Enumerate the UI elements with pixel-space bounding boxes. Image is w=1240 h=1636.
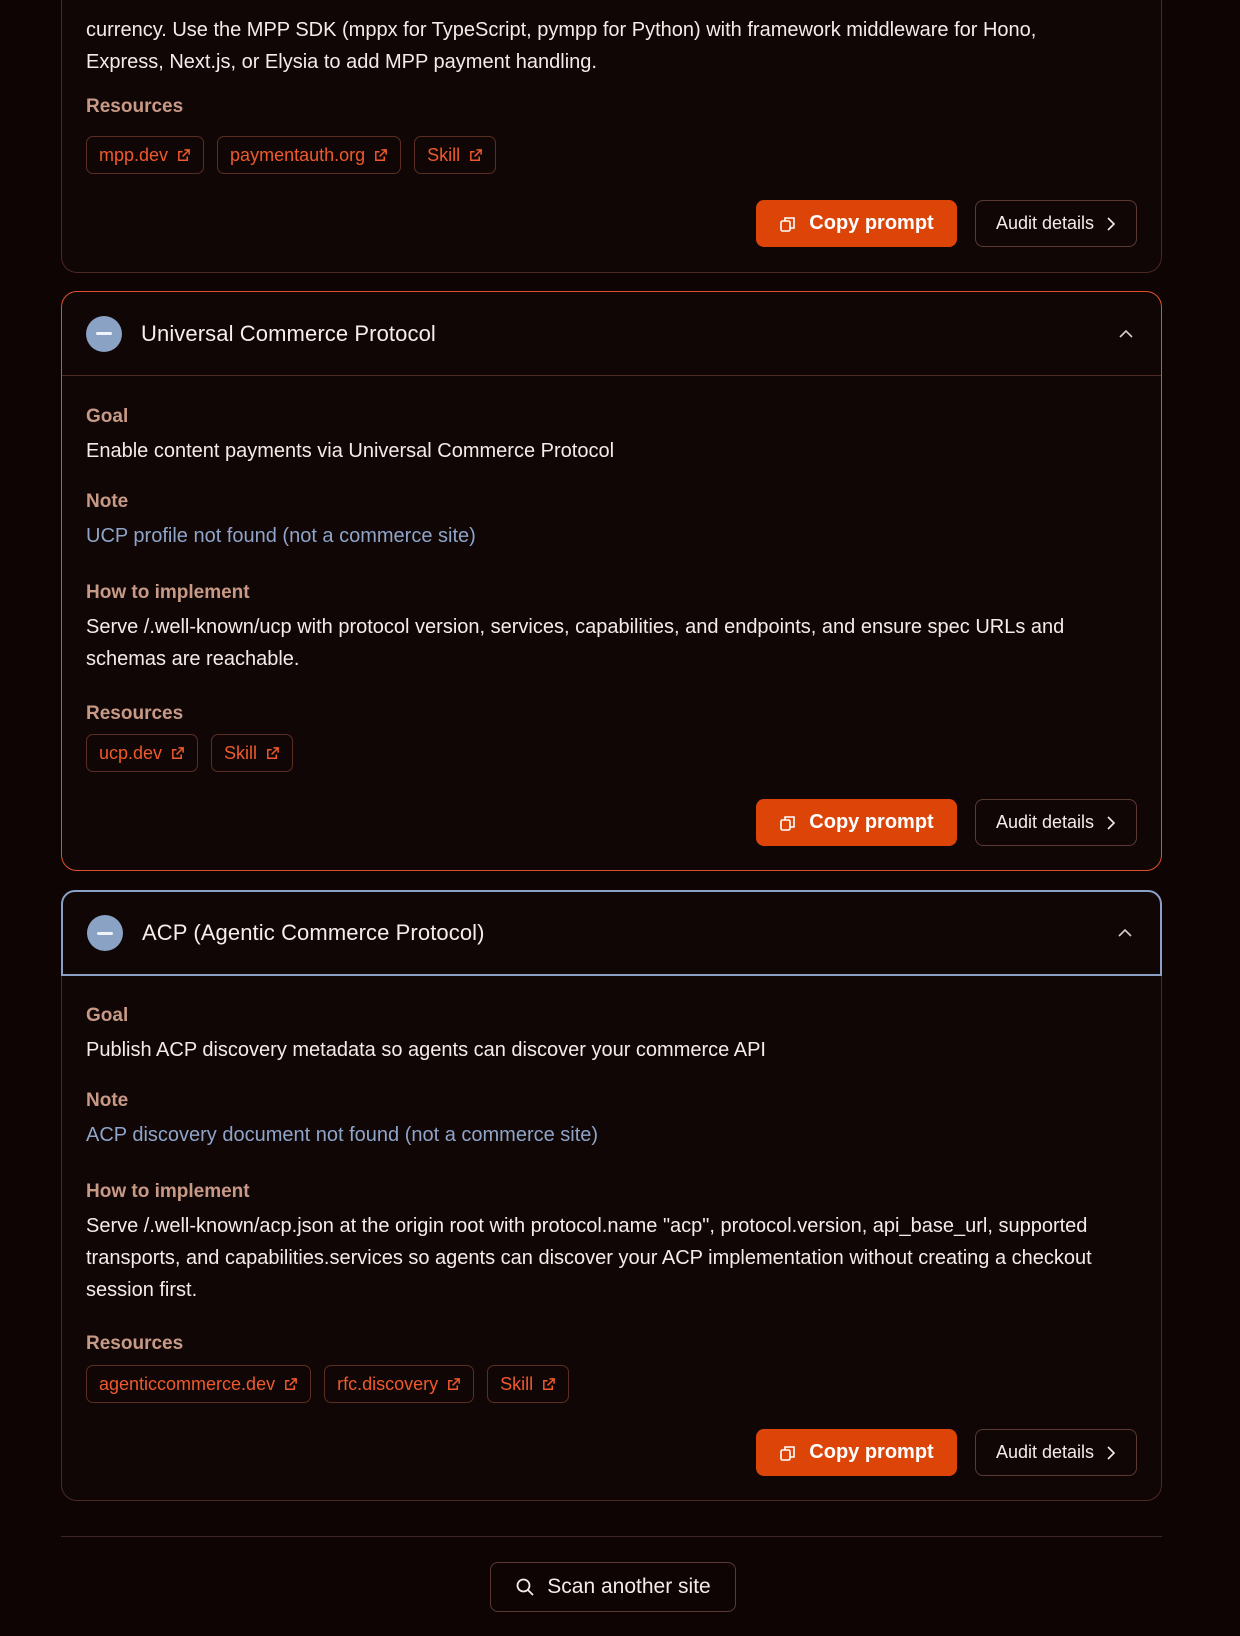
copy-prompt-button[interactable]: Copy prompt	[756, 799, 957, 846]
acp-resources	[86, 1365, 569, 1403]
how-label: How to implement	[86, 1181, 250, 1202]
chevron-up-icon[interactable]	[1118, 926, 1132, 940]
card-ucp	[61, 291, 1162, 871]
external-link-icon	[283, 1377, 298, 1392]
resource-link-ucp-dev[interactable]: ucp.dev	[86, 734, 198, 772]
copy-icon	[779, 1444, 797, 1462]
card-mpp	[61, 0, 1162, 273]
note-label: Note	[86, 491, 129, 512]
audit-details-button[interactable]: Audit details	[975, 799, 1137, 846]
search-icon	[515, 1577, 535, 1597]
chevron-right-icon	[1106, 816, 1116, 830]
note-label: Note	[86, 1090, 129, 1111]
chevron-right-icon	[1106, 1446, 1116, 1460]
card-title: Universal Commerce Protocol	[141, 320, 436, 346]
audit-details-button[interactable]: Audit details	[975, 200, 1137, 247]
card-acp	[61, 890, 1162, 1501]
mpp-resources	[86, 136, 496, 174]
resource-link-rfc-discovery[interactable]: rfc.discovery	[324, 1365, 474, 1403]
resource-link-skill[interactable]: Skill	[487, 1365, 569, 1403]
card-title: ACP (Agentic Commerce Protocol)	[142, 920, 485, 945]
how-text: Serve /.well-known/ucp with protocol version, services, capabilities, and endpoints, and ensure spec URLs and schemas are reachable.	[86, 616, 1065, 670]
goal-label: Goal	[86, 406, 129, 427]
card-acp-header[interactable]	[61, 890, 1162, 976]
ucp-actions	[756, 799, 1137, 846]
external-link-icon	[373, 148, 388, 163]
resource-link-agenticcommerce[interactable]: agenticcommerce.dev	[86, 1365, 311, 1403]
mpp-description: currency. Use the MPP SDK (mppx for TypeScript, pympp for Python) with framework middleware for Hono, Express, Next.js, or Elysia to add MPP payment handling.	[86, 19, 1037, 73]
resource-link-mpp-dev[interactable]: mpp.dev	[86, 136, 204, 174]
scan-another-site-button[interactable]: Scan another site	[490, 1562, 736, 1612]
note-text: UCP profile not found (not a commerce site)	[86, 525, 476, 547]
mpp-resources-label: Resources	[86, 96, 184, 117]
audit-details-button[interactable]: Audit details	[975, 1429, 1137, 1476]
how-text: Serve /.well-known/acp.json at the origin root with protocol.name "acp", protocol.version, api_base_url, supported transports, and capabilities.services so agents can discover your ACP implementation without creating a checkout session first.	[86, 1215, 1092, 1301]
minus-circle-icon	[86, 316, 122, 352]
copy-icon	[779, 814, 797, 832]
external-link-icon	[170, 746, 185, 761]
resources-label: Resources	[86, 1333, 184, 1354]
resources-label: Resources	[86, 703, 184, 724]
goal-text: Enable content payments via Universal Commerce Protocol	[86, 440, 615, 462]
mpp-actions	[756, 200, 1137, 247]
external-link-icon	[176, 148, 191, 163]
how-label: How to implement	[86, 582, 250, 603]
card-ucp-header[interactable]	[62, 292, 1161, 376]
external-link-icon	[541, 1377, 556, 1392]
acp-actions	[756, 1429, 1137, 1476]
resource-link-paymentauth[interactable]: paymentauth.org	[217, 136, 401, 174]
external-link-icon	[468, 148, 483, 163]
goal-label: Goal	[86, 1005, 129, 1026]
note-text: ACP discovery document not found (not a commerce site)	[86, 1124, 599, 1146]
resource-link-skill[interactable]: Skill	[211, 734, 293, 772]
copy-icon	[779, 215, 797, 233]
footer-divider	[61, 1536, 1162, 1537]
goal-text: Publish ACP discovery metadata so agents can discover your commerce API	[86, 1039, 766, 1061]
copy-prompt-button[interactable]: Copy prompt	[756, 200, 957, 247]
ucp-resources	[86, 734, 293, 772]
external-link-icon	[446, 1377, 461, 1392]
chevron-up-icon[interactable]	[1119, 327, 1133, 341]
copy-prompt-button[interactable]: Copy prompt	[756, 1429, 957, 1476]
minus-circle-icon	[87, 915, 123, 951]
external-link-icon	[265, 746, 280, 761]
chevron-right-icon	[1106, 217, 1116, 231]
resource-link-skill[interactable]: Skill	[414, 136, 496, 174]
